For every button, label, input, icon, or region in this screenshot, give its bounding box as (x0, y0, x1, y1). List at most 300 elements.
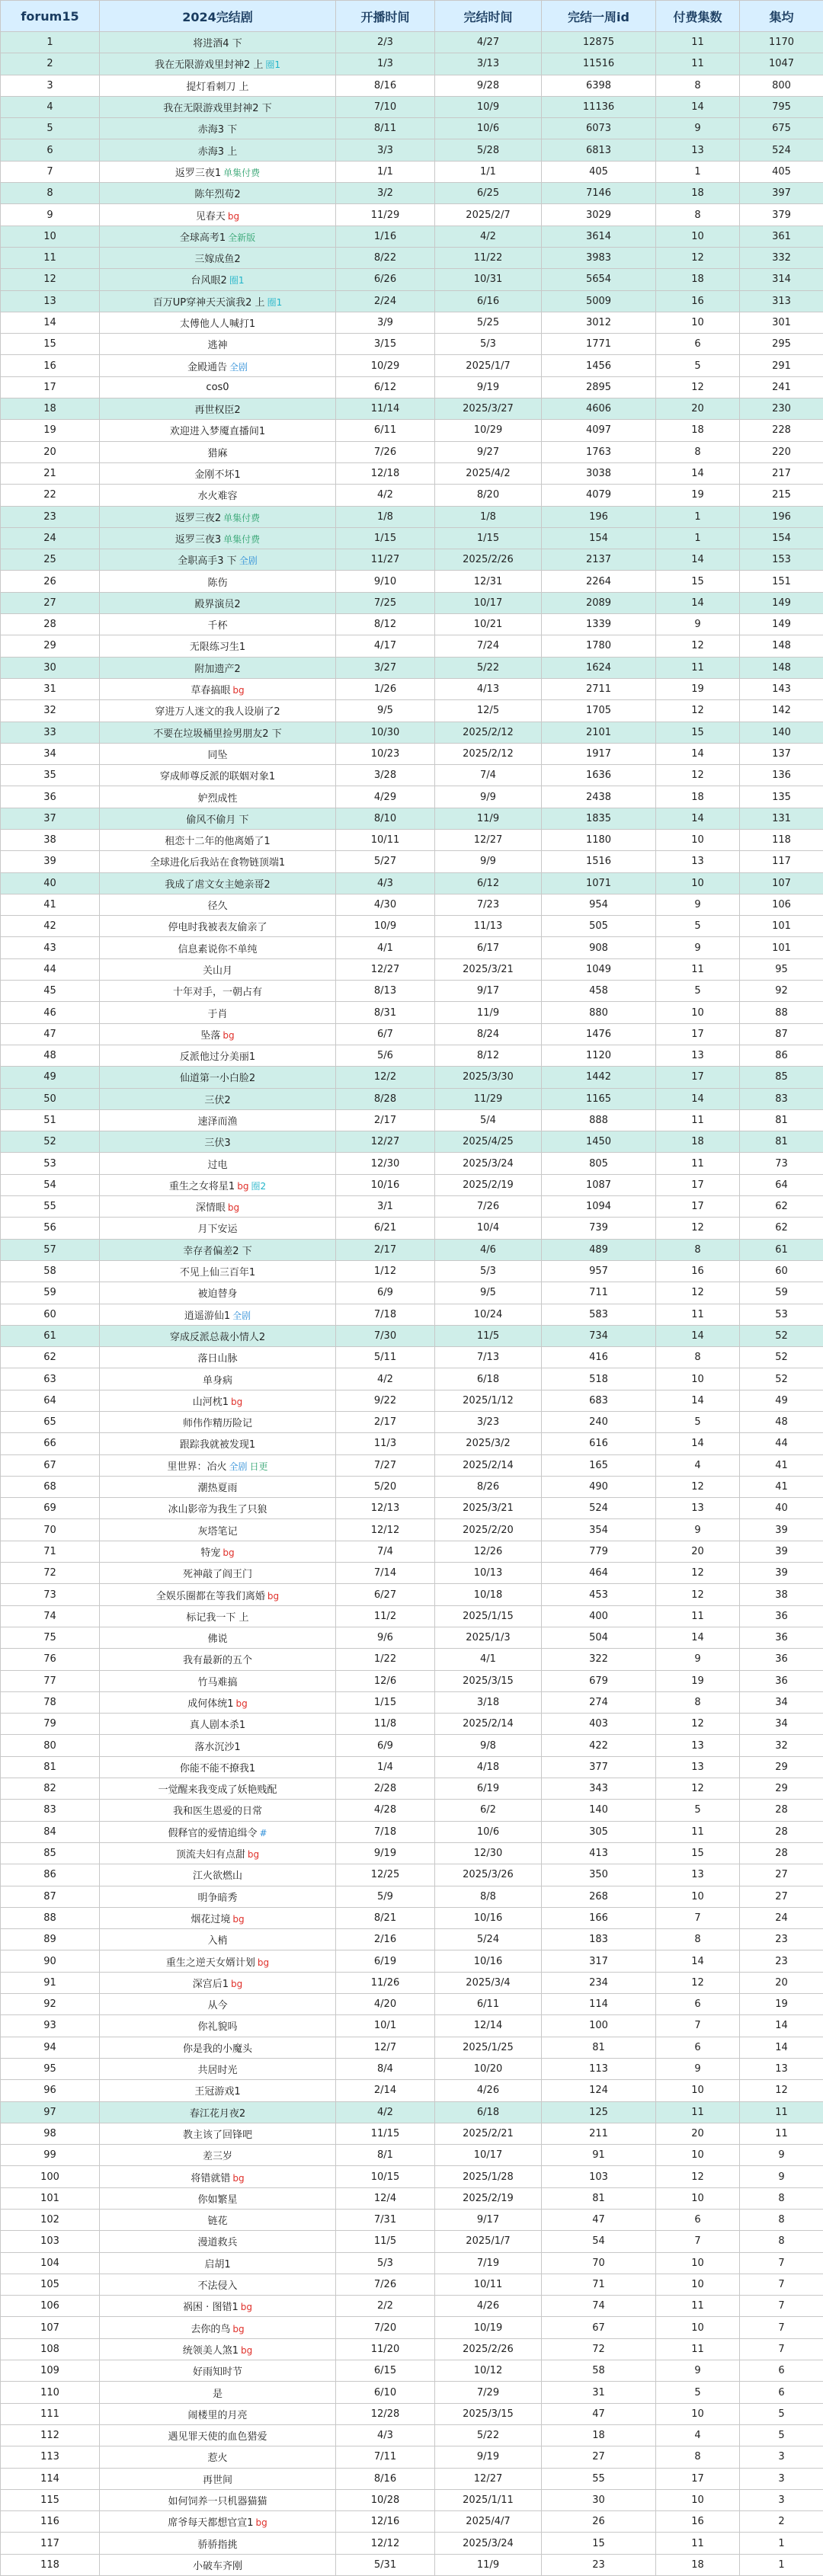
cell-end-date (435, 829, 542, 850)
cell-average (740, 1433, 823, 1454)
cell-title-text: 再世权臣2 (194, 405, 240, 416)
cell-end-date-text: 4/1 (480, 1653, 496, 1665)
cell-week-id-text: 154 (589, 533, 608, 544)
cell-start-date-text: 1/8 (377, 511, 393, 523)
cell-title-text: 如何饲养一只机器猫猫 (168, 2496, 267, 2507)
cell-week-id-text: 91 (592, 2149, 605, 2161)
cell-rank-text: 87 (43, 1891, 56, 1902)
cell-end-date-text: 7/19 (477, 2258, 499, 2269)
cell-average-text: 7 (778, 2279, 784, 2290)
cell-start-date-text: 3/28 (374, 770, 396, 781)
table-row (1, 2166, 823, 2187)
table-row (1, 2360, 823, 2382)
cell-paid-episodes-text: 10 (691, 1374, 704, 1385)
cell-end-date (435, 1605, 542, 1627)
cell-week-id-text: 1120 (586, 1050, 611, 1061)
cell-end-date (435, 786, 542, 808)
cell-average (740, 1821, 823, 1842)
cell-rank (1, 2274, 100, 2295)
cell-week-id (542, 829, 656, 850)
cell-title (100, 2015, 336, 2037)
cell-rank (1, 53, 100, 75)
cell-week-id-text: 524 (589, 1502, 608, 1514)
cell-paid-episodes-text: 20 (691, 1546, 704, 1557)
cell-paid-episodes-text: 11 (691, 1309, 704, 1320)
cell-start-date (336, 1260, 435, 1282)
cell-rank-text: 68 (43, 1481, 56, 1493)
cell-week-id (542, 2446, 656, 2468)
cell-title-text: 我和医生恩爱的日常 (173, 1806, 262, 1817)
cell-end-date (435, 1670, 542, 1691)
cell-rank (1, 1045, 100, 1066)
table-row (1, 355, 823, 376)
table-row (1, 1950, 823, 1972)
cell-rank-text: 14 (43, 317, 56, 328)
cell-average (740, 2145, 823, 2166)
cell-paid-episodes-text: 11 (691, 2300, 704, 2312)
table-row (1, 1972, 823, 1993)
cell-paid-episodes-text: 18 (691, 187, 704, 199)
cell-rank-text: 90 (43, 1956, 56, 1967)
cell-title-text: 于肖 (207, 1009, 227, 1020)
cell-start-date (336, 2058, 435, 2079)
cell-start-date (336, 1412, 435, 1433)
cell-start-date (336, 1972, 435, 1993)
cell-start-date (336, 1691, 435, 1713)
cell-week-id (542, 398, 656, 420)
cell-paid-episodes (656, 1260, 740, 1282)
cell-paid-episodes (656, 1433, 740, 1454)
cell-average-text: 118 (772, 834, 791, 846)
cell-rank (1, 2080, 100, 2101)
cell-title (100, 657, 336, 678)
cell-start-date-text: 8/21 (374, 1912, 396, 1924)
cell-end-date (435, 1282, 542, 1304)
cell-paid-episodes (656, 657, 740, 678)
cell-end-date (435, 527, 542, 549)
cell-week-id-text: 343 (589, 1783, 608, 1794)
title-tag: bg (232, 1914, 244, 1925)
cell-paid-episodes (656, 1045, 740, 1066)
cell-average-text: 85 (775, 1071, 788, 1083)
cell-start-date-text: 5/11 (374, 1352, 396, 1363)
cell-end-date-text: 3/18 (477, 1697, 499, 1708)
cell-end-date-text: 2025/1/12 (463, 1395, 514, 1406)
cell-title-text: 死神敲了阎王门 (183, 1569, 252, 1580)
cell-average (740, 1304, 823, 1325)
cell-end-date-text: 6/25 (477, 187, 499, 199)
cell-start-date (336, 1842, 435, 1864)
cell-rank-text: 93 (43, 2020, 56, 2031)
cell-week-id (542, 678, 656, 699)
cell-start-date-text: 2/16 (374, 1934, 396, 1945)
cell-paid-episodes (656, 1002, 740, 1023)
cell-average-text: 5 (778, 2408, 784, 2420)
cell-title-text: 教主该了回锋吧 (183, 2130, 252, 2141)
cell-start-date-text: 6/12 (374, 382, 396, 393)
cell-start-date (336, 592, 435, 613)
cell-average (740, 2468, 823, 2489)
cell-paid-episodes (656, 937, 740, 958)
cell-start-date-text: 4/3 (377, 878, 393, 889)
cell-title (100, 32, 336, 53)
cell-rank-text: 62 (43, 1352, 56, 1363)
cell-title (100, 1972, 336, 1993)
cell-title-text: 三伏3 (204, 1138, 230, 1149)
cell-title (100, 1282, 336, 1304)
cell-start-date-text: 8/13 (374, 985, 396, 997)
cell-paid-episodes (656, 916, 740, 937)
cell-average-text: 301 (772, 317, 791, 328)
cell-week-id (542, 139, 656, 161)
cell-week-id (542, 441, 656, 462)
cell-start-date (336, 355, 435, 376)
cell-week-id-text: 1780 (586, 640, 611, 651)
cell-paid-episodes-text: 20 (691, 2128, 704, 2139)
cell-average (740, 1131, 823, 1153)
cell-paid-episodes-text: 11 (691, 1826, 704, 1838)
cell-rank-text: 77 (43, 1675, 56, 1687)
cell-end-date (435, 2533, 542, 2554)
cell-end-date (435, 2166, 542, 2187)
cell-paid-episodes-text: 1 (694, 166, 700, 178)
cell-week-id-text: 26 (592, 2516, 605, 2527)
table-row (1, 916, 823, 937)
table-row (1, 1756, 823, 1778)
cell-rank-text: 10 (43, 231, 56, 242)
cell-end-date-text: 2025/2/12 (463, 727, 514, 738)
cell-paid-episodes (656, 1218, 740, 1239)
table-row (1, 398, 823, 420)
cell-end-date (435, 657, 542, 678)
cell-week-id (542, 1260, 656, 1282)
cell-week-id (542, 635, 656, 657)
cell-paid-episodes-text: 18 (691, 274, 704, 285)
cell-week-id-text: 140 (589, 1804, 608, 1816)
table-row (1, 1907, 823, 1928)
cell-paid-episodes-text: 10 (691, 834, 704, 846)
cell-title-text: 全娱乐圈都在等我们离婚 (156, 1591, 265, 1602)
cell-start-date (336, 1218, 435, 1239)
cell-week-id (542, 1649, 656, 1670)
cell-end-date-text: 7/4 (480, 770, 496, 781)
cell-rank (1, 1153, 100, 1174)
cell-title-text: 赤海3 上 (198, 146, 237, 158)
cell-rank (1, 1886, 100, 1907)
cell-rank-text: 63 (43, 1374, 56, 1385)
cell-start-date (336, 2166, 435, 2187)
cell-title (100, 312, 336, 333)
cell-start-date (336, 527, 435, 549)
cell-week-id-text: 4097 (586, 424, 611, 436)
cell-start-date-text: 7/25 (374, 597, 396, 609)
cell-rank (1, 2424, 100, 2446)
cell-start-date-text: 12/6 (374, 1675, 396, 1687)
cell-title (100, 183, 336, 204)
cell-end-date-text: 2025/1/25 (463, 2042, 514, 2053)
cell-average (740, 657, 823, 678)
cell-title-text: 你如繁星 (197, 2194, 237, 2206)
cell-end-date-text: 4/13 (477, 683, 499, 695)
cell-week-id-text: 274 (589, 1697, 608, 1708)
cell-paid-episodes-text: 19 (691, 1675, 704, 1687)
cell-title (100, 765, 336, 786)
cell-title-text: 返罗三夜1 (175, 168, 221, 179)
cell-start-date (336, 678, 435, 699)
cell-end-date (435, 592, 542, 613)
cell-title (100, 2533, 336, 2554)
cell-end-date (435, 334, 542, 355)
cell-average (740, 1325, 823, 1346)
title-tag: 圈1 (229, 275, 245, 286)
cell-end-date (435, 1088, 542, 1109)
cell-end-date (435, 462, 542, 484)
cell-rank (1, 1670, 100, 1691)
cell-paid-episodes (656, 1454, 740, 1476)
cell-title-text: 无限练习生1 (190, 642, 245, 653)
cell-title-text: 山河枕1 (193, 1397, 229, 1408)
cell-start-date-text: 12/25 (371, 1869, 399, 1880)
table-row (1, 1347, 823, 1368)
cell-end-date-text: 2025/3/21 (463, 1502, 514, 1514)
cell-paid-episodes (656, 2145, 740, 2166)
table-row (1, 851, 823, 872)
cell-start-date (336, 1519, 435, 1541)
cell-end-date (435, 2382, 542, 2403)
cell-title (100, 808, 336, 829)
cell-week-id-text: 350 (589, 1869, 608, 1880)
cell-end-date-text: 2025/2/21 (463, 2128, 514, 2139)
cell-paid-episodes-text: 9 (694, 619, 700, 630)
cell-end-date (435, 1994, 542, 2015)
table-row (1, 1282, 823, 1304)
cell-start-date (336, 1929, 435, 1950)
cell-start-date (336, 549, 435, 571)
cell-average (740, 700, 823, 722)
title-tag: bg (267, 1591, 279, 1602)
cell-paid-episodes-text: 10 (691, 2494, 704, 2506)
cell-average (740, 398, 823, 420)
cell-average (740, 1368, 823, 1390)
cell-average (740, 2424, 823, 2446)
cell-title (100, 2080, 336, 2101)
cell-rank-text: 44 (43, 964, 56, 975)
cell-start-date-text: 2/14 (374, 2085, 396, 2096)
cell-title-text: 三嫁成鱼2 (194, 254, 240, 265)
cell-average (740, 75, 823, 96)
cell-paid-episodes-text: 9 (694, 1653, 700, 1665)
cell-average (740, 1260, 823, 1282)
table-row (1, 96, 823, 117)
cell-paid-episodes-text: 19 (691, 683, 704, 695)
cell-end-date-text: 9/5 (480, 1287, 496, 1298)
cell-end-date (435, 485, 542, 506)
title-tag: bg (228, 1202, 239, 1213)
cell-end-date-text: 10/17 (474, 2149, 502, 2161)
cell-start-date (336, 1541, 435, 1562)
cell-average (740, 183, 823, 204)
cell-start-date (336, 2424, 435, 2446)
cell-title (100, 894, 336, 915)
cell-rank-text: 42 (43, 920, 56, 932)
table-row (1, 1196, 823, 1218)
cell-rank-text: 12 (43, 274, 56, 285)
table-row (1, 1002, 823, 1023)
cell-paid-episodes (656, 2231, 740, 2252)
cell-title (100, 355, 336, 376)
cell-rank-text: 97 (43, 2107, 56, 2118)
cell-average (740, 2338, 823, 2360)
cell-title-text: 竹马难搞 (197, 1677, 237, 1688)
cell-start-date-text: 7/20 (374, 2322, 396, 2334)
cell-rank-text: 27 (43, 597, 56, 609)
cell-rank-text: 35 (43, 770, 56, 781)
cell-title (100, 1304, 336, 1325)
cell-paid-episodes (656, 1864, 740, 1886)
cell-start-date-text: 3/3 (377, 145, 393, 156)
cell-week-id-text: 1624 (586, 662, 611, 674)
title-tag: bg (237, 1181, 248, 1192)
cell-paid-episodes (656, 1670, 740, 1691)
cell-rank (1, 2123, 100, 2144)
cell-paid-episodes-text: 16 (691, 296, 704, 307)
cell-rank-text: 109 (40, 2365, 59, 2376)
cell-rank (1, 808, 100, 829)
cell-title-text: 祸困 · 图错1 (183, 2302, 239, 2313)
cell-end-date (435, 96, 542, 117)
cell-rank-text: 107 (40, 2322, 59, 2334)
cell-start-date (336, 743, 435, 764)
table-row (1, 2101, 823, 2123)
title-tag: 日更 (250, 1461, 268, 1472)
table-row (1, 1649, 823, 1670)
cell-start-date (336, 872, 435, 894)
cell-paid-episodes-text: 1 (694, 533, 700, 544)
cell-title-text: 差三岁 (203, 2151, 232, 2162)
cell-end-date (435, 32, 542, 53)
cell-rank (1, 1950, 100, 1972)
cell-start-date (336, 2360, 435, 2382)
cell-week-id (542, 2209, 656, 2230)
title-tag: bg (232, 2324, 244, 2334)
cell-average-text: 27 (775, 1869, 788, 1880)
cell-rank (1, 527, 100, 549)
table-row (1, 1454, 823, 1476)
cell-title-text: 你礼貌吗 (197, 2021, 237, 2033)
cell-start-date-text: 6/26 (374, 274, 396, 285)
cell-start-date-text: 6/7 (377, 1029, 393, 1040)
cell-paid-episodes-text: 5 (694, 360, 700, 372)
cell-title-text: 千杯 (207, 620, 227, 632)
cell-paid-episodes (656, 1153, 740, 1174)
table-row (1, 1929, 823, 1950)
cell-average-text: 314 (772, 274, 791, 285)
cell-average-text: 1 (778, 2559, 784, 2571)
cell-end-date-text: 2025/3/26 (463, 1869, 514, 1880)
cell-rank (1, 2015, 100, 2037)
cell-rank-text: 25 (43, 554, 56, 565)
cell-start-date (336, 937, 435, 958)
cell-paid-episodes (656, 355, 740, 376)
cell-start-date (336, 2382, 435, 2403)
cell-week-id (542, 894, 656, 915)
cell-rank (1, 1433, 100, 1454)
cell-end-date (435, 2511, 542, 2533)
cell-paid-episodes-text: 8 (694, 1244, 700, 1256)
cell-rank (1, 1239, 100, 1260)
cell-week-id-text: 734 (589, 1330, 608, 1342)
cell-paid-episodes-text: 8 (694, 1352, 700, 1363)
header-end-date: 完结时间 (435, 1, 542, 32)
cell-rank-text: 49 (43, 1071, 56, 1083)
cell-paid-episodes-text: 19 (691, 489, 704, 501)
cell-paid-episodes-text: 14 (691, 1632, 704, 1643)
cell-end-date-text: 5/22 (477, 662, 499, 674)
cell-rank (1, 2145, 100, 2166)
table-row (1, 2511, 823, 2533)
cell-rank-text: 115 (40, 2494, 59, 2506)
cell-start-date (336, 1045, 435, 1066)
cell-title (100, 1821, 336, 1842)
cell-end-date-text: 7/26 (477, 1201, 499, 1212)
cell-paid-episodes (656, 2080, 740, 2101)
cell-week-id (542, 290, 656, 312)
cell-end-date-text: 12/30 (474, 1848, 502, 1859)
cell-rank-text: 61 (43, 1330, 56, 1342)
cell-week-id (542, 2424, 656, 2446)
cell-start-date (336, 1131, 435, 1153)
cell-title (100, 722, 336, 743)
cell-average (740, 2187, 823, 2209)
cell-average (740, 786, 823, 808)
cell-week-id-text: 124 (589, 2085, 608, 2096)
cell-end-date-text: 10/31 (474, 274, 502, 285)
table-row (1, 1368, 823, 1390)
cell-title (100, 1239, 336, 1260)
cell-end-date-text: 4/27 (477, 37, 499, 48)
cell-average-text: 397 (772, 187, 791, 199)
cell-paid-episodes-text: 11 (691, 58, 704, 69)
cell-start-date (336, 118, 435, 139)
cell-average-text: 14 (775, 2020, 788, 2031)
cell-title-text: 全职高手3 下 (178, 555, 236, 567)
cell-title-text: 我成了虐文女主她亲哥2 (165, 879, 270, 891)
cell-average-text: 39 (775, 1546, 788, 1557)
cell-rank (1, 2252, 100, 2274)
cell-average-text: 675 (772, 123, 791, 134)
cell-title (100, 1842, 336, 1864)
cell-paid-episodes (656, 398, 740, 420)
cell-week-id (542, 1002, 656, 1023)
cell-title (100, 592, 336, 613)
cell-title-text: 共居时光 (197, 2065, 237, 2076)
cell-start-date (336, 1023, 435, 1045)
cell-paid-episodes (656, 290, 740, 312)
cell-rank (1, 765, 100, 786)
table-row (1, 2037, 823, 2058)
cell-title (100, 635, 336, 657)
cell-paid-episodes-text: 10 (691, 2193, 704, 2204)
cell-paid-episodes-text: 18 (691, 2559, 704, 2571)
cell-start-date (336, 334, 435, 355)
cell-paid-episodes-text: 11 (691, 1611, 704, 1622)
cell-end-date (435, 722, 542, 743)
cell-average (740, 981, 823, 1002)
cell-end-date (435, 1023, 542, 1045)
cell-title-text: 坠落 (200, 1030, 220, 1042)
title-tag: bg (258, 1957, 269, 1968)
cell-start-date (336, 2468, 435, 2489)
